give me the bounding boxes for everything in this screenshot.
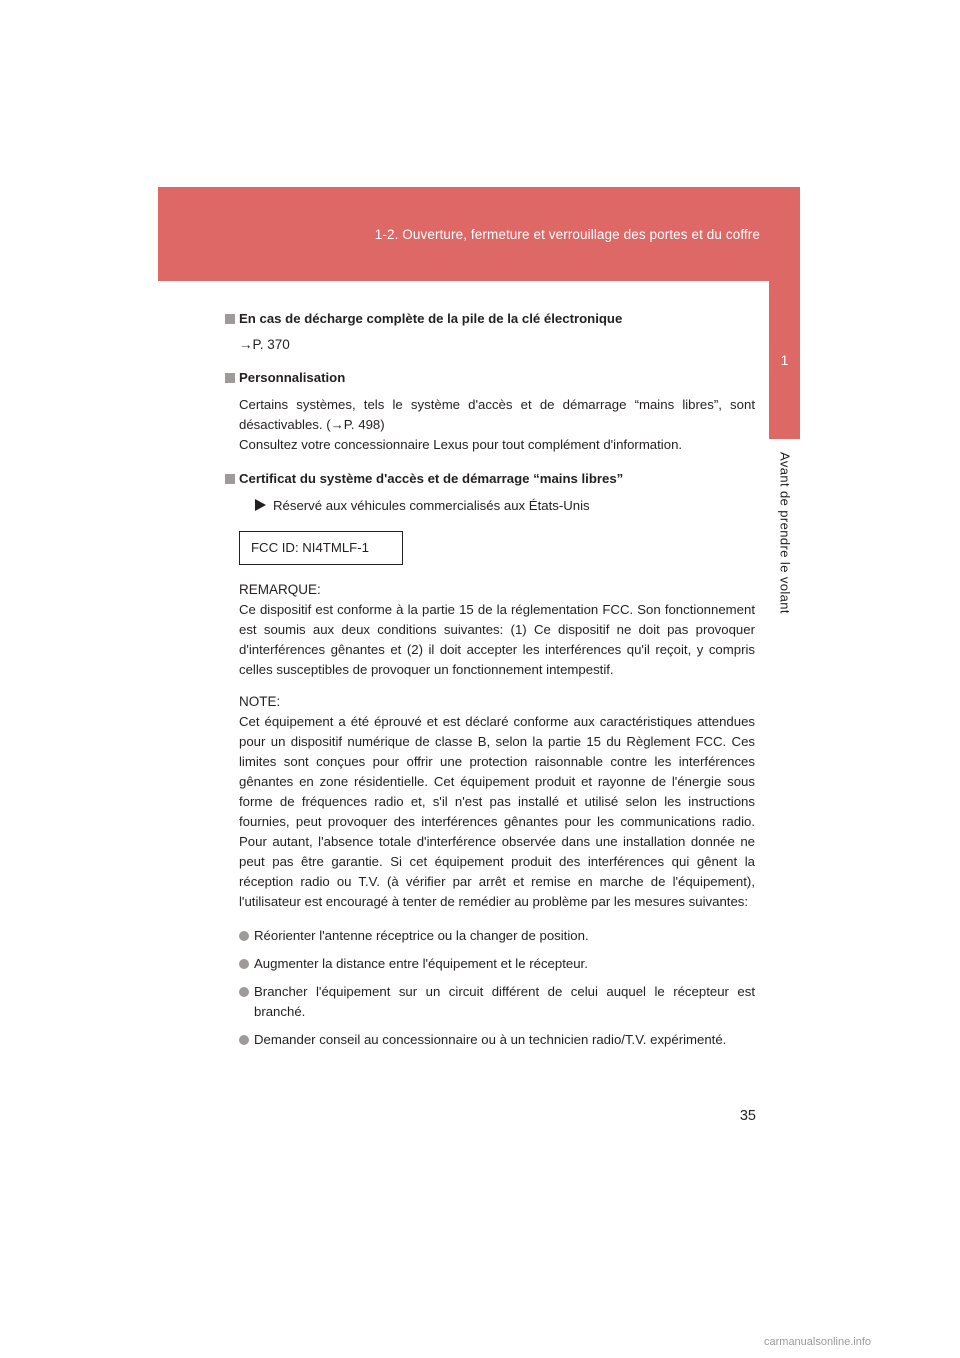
note-text: Cet équipement a été éprouvé et est déclaré conforme aux caractéristiques attendues pour un dispositif numérique de classe B, selon la partie 15 du Règlement FCC. Ces limites sont conçues pour offrir une protection raisonnable contre les interférences gênantes en zone résidentielle. Cet équipement produit et rayonne de l'énergie sous forme de fréquences radio et, s'il n'est pas installé et utilisé selon les instructions fournies, peut provoquer des interférences gênantes pour les communications radio. Pour autant, l'absence totale d'interférence observée dans une installation donnée ne peut pas être garantie. Si cet équipement produit des interférences qui gênent la réception radio ou T.V. (à vérifier par arrêt et remise en marche de l'équipement), l'utilisateur est encouragé à tenter de remédier au problème par les mesures suivantes: <box>239 714 755 909</box>
square-bullet-icon <box>225 474 235 484</box>
chapter-side-label-text: Avant de prendre le volant <box>777 452 793 614</box>
section-heading-personnalisation: Personnalisation <box>225 368 755 388</box>
list-item: Brancher l'équipement sur un circuit différent de celui auquel le récepteur est branché. <box>239 982 755 1022</box>
personnalisation-contact: Consultez votre concessionnaire Lexus pour tout complément d'information. <box>239 437 683 452</box>
round-bullet-icon <box>239 959 249 969</box>
triangle-pointer-icon <box>255 499 266 511</box>
square-bullet-icon <box>225 373 235 383</box>
page-reference: →P. 370 <box>239 337 290 352</box>
page-number: 35 <box>739 1108 756 1124</box>
section-heading-certificat: Certificat du système d'accès et de démarrage “mains libres” <box>225 469 755 489</box>
remarque-block <box>225 580 755 680</box>
page-content <box>225 309 755 1058</box>
remarque-text: Ce dispositif est conforme à la partie 15 de la réglementation FCC. Son fonctionnement est soumis aux deux conditions suivantes: (1) Ce dispositif ne doit pas provoquer d'interférences gênantes et (2) il doit accepter les interférences qu'il reçoit, y compris celles susceptibles de provoquer un fonctionnement intempestif. <box>239 602 755 677</box>
fcc-id-text: FCC ID: NI4TMLF-1 <box>251 540 369 555</box>
square-bullet-icon <box>225 314 235 324</box>
measures-list <box>225 926 755 1050</box>
section-heading-battery: En cas de décharge complète de la pile de la clé électronique <box>225 309 755 329</box>
round-bullet-icon <box>239 987 249 997</box>
round-bullet-icon <box>239 931 249 941</box>
fcc-id-box <box>239 531 403 565</box>
note-label: NOTE: <box>239 694 281 709</box>
note-block <box>225 692 755 912</box>
personnalisation-body <box>225 395 755 455</box>
chapter-side-label <box>770 452 800 632</box>
remarque-label: REMARQUE: <box>239 582 321 597</box>
list-item: Demander conseil au concessionnaire ou à un technicien radio/T.V. expérimenté. <box>239 1030 755 1050</box>
header-band <box>158 187 800 281</box>
list-item: Augmenter la distance entre l'équipement et le récepteur. <box>239 954 755 974</box>
market-note: Réservé aux véhicules commercialisés aux États-Unis <box>225 496 755 516</box>
watermark: carmanualsonline.info <box>764 1336 872 1348</box>
personnalisation-para: Certains systèmes, tels le système d'accès et de démarrage “mains libres”, sont désactivables. (→P. 498) <box>239 397 755 432</box>
chapter-title: 1-2. Ouverture, fermeture et verrouillage des portes et du coffre <box>374 227 760 242</box>
round-bullet-icon <box>239 1035 249 1045</box>
chapter-tab: 1 <box>769 281 800 439</box>
list-item: Réorienter l'antenne réceptrice ou la changer de position. <box>239 926 755 946</box>
